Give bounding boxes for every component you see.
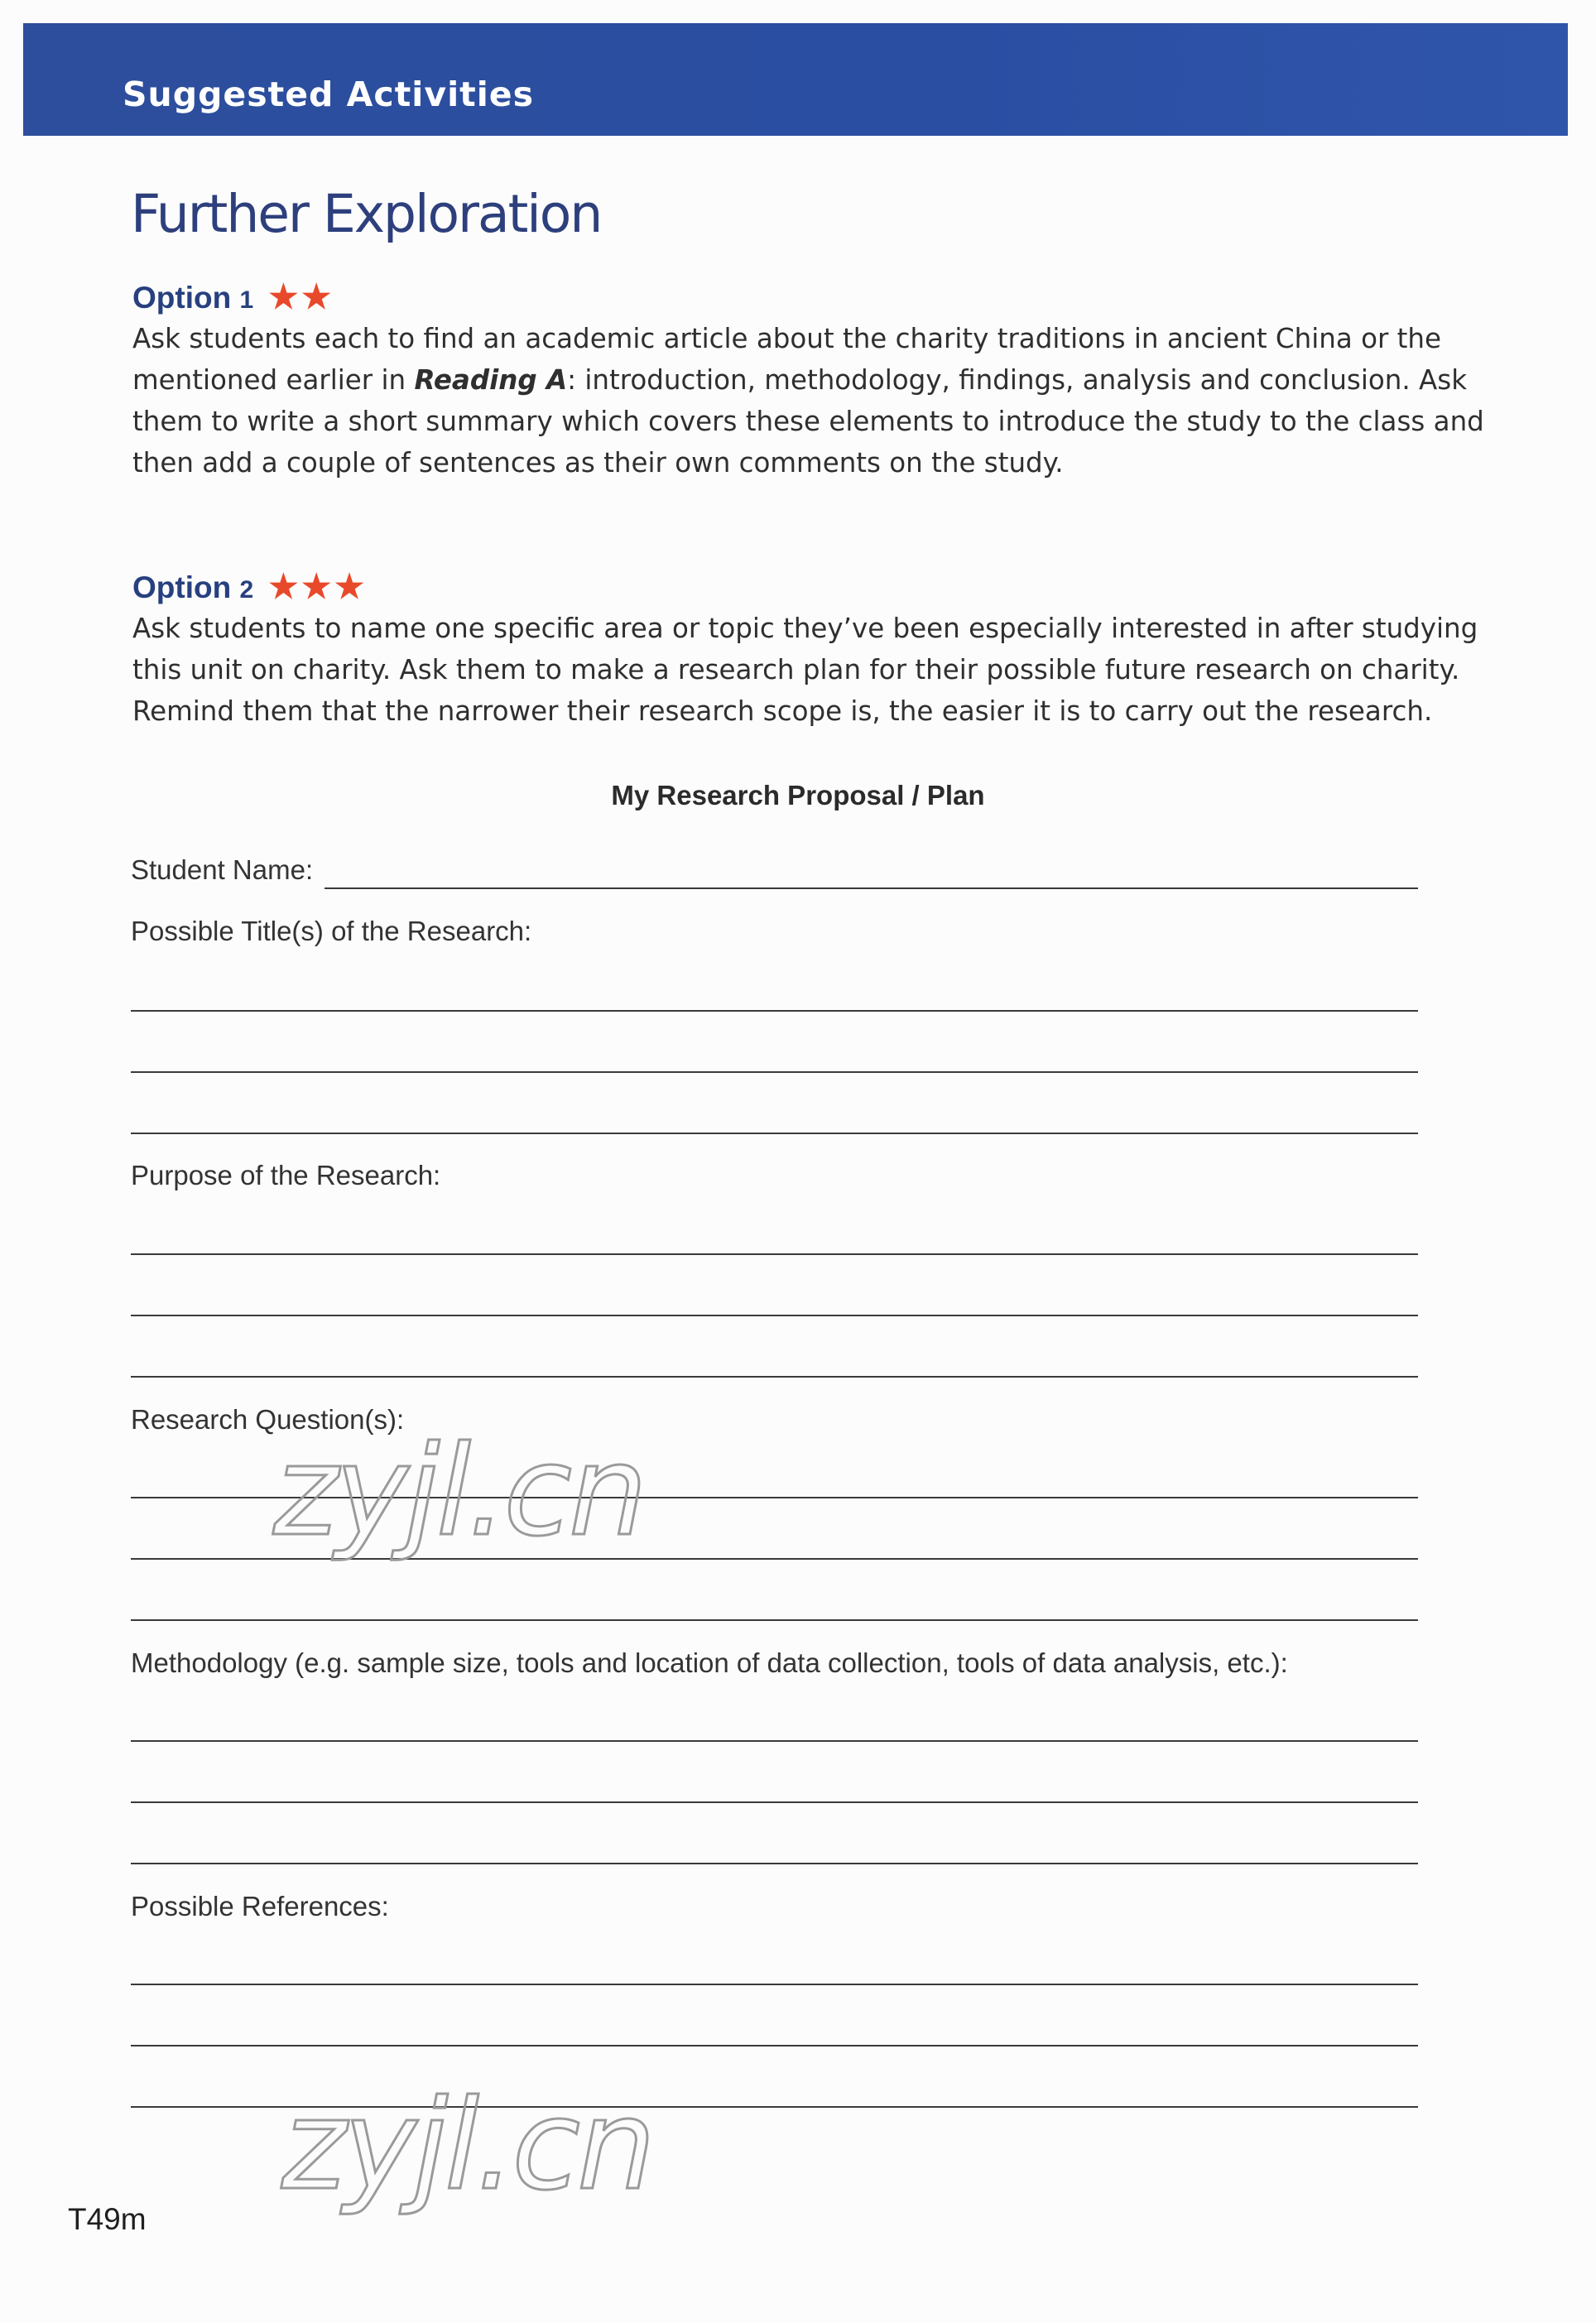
titles-line[interactable]	[131, 1010, 1418, 1012]
option-2-line: Ask students to name one specific area or topic they’ve been especially interested in after studying	[132, 613, 1478, 644]
references-line[interactable]	[131, 1984, 1418, 1985]
option-1-line: Ask students each to find an academic article about the charity traditions in ancient China or the	[132, 323, 1442, 354]
option-2-label: Option	[132, 570, 232, 604]
option-2-stars-icon: ★★★	[268, 569, 368, 605]
option-1-number: 1	[239, 286, 254, 314]
student-name-label: Student Name:	[131, 854, 314, 885]
methodology-line[interactable]	[131, 1740, 1418, 1742]
purpose-line[interactable]	[131, 1253, 1418, 1255]
purpose-line[interactable]	[131, 1315, 1418, 1316]
option-2-description	[132, 608, 1478, 732]
methodology-line[interactable]	[131, 1801, 1418, 1803]
option-1-line: them to write a short summary which covers these elements to introduce the study to the class and	[132, 406, 1484, 437]
banner-label: Suggested Activities	[123, 75, 534, 114]
option-1-line: mentioned earlier in Reading A: introduction, methodology, findings, analysis and conclusion. Ask	[132, 364, 1468, 396]
option-2-number: 2	[239, 576, 254, 604]
reading-a-reference: Reading A	[414, 364, 568, 396]
questions-label: Research Question(s):	[131, 1404, 405, 1435]
titles-label: Possible Title(s) of the Research:	[131, 916, 532, 946]
titles-line[interactable]	[131, 1071, 1418, 1073]
page-title: Further Exploration	[131, 184, 602, 244]
option-1-label: Option	[132, 281, 232, 315]
option-1-line: then add a couple of sentences as their own comments on the study.	[132, 447, 1064, 479]
watermark: zyjl.cn	[281, 2074, 653, 2218]
option-1-description	[132, 318, 1484, 483]
methodology-line[interactable]	[131, 1863, 1418, 1864]
option-1-heading	[132, 278, 334, 316]
purpose-label: Purpose of the Research:	[131, 1160, 441, 1190]
references-line[interactable]	[131, 2045, 1418, 2046]
option-2-line: this unit on charity. Ask them to make a research plan for their possible future research on charity.	[132, 654, 1460, 685]
watermark: zyjl.cn	[273, 1420, 645, 1564]
option-2-line: Remind them that the narrower their research scope is, the easier it is to carry out the research.	[132, 695, 1433, 727]
titles-line[interactable]	[131, 1133, 1418, 1134]
option-1-stars-icon: ★★	[268, 279, 335, 315]
references-label: Possible References:	[131, 1891, 389, 1921]
form-title: My Research Proposal / Plan	[611, 780, 985, 810]
purpose-line[interactable]	[131, 1376, 1418, 1378]
option-2-heading	[132, 568, 368, 606]
student-name-line[interactable]	[324, 887, 1418, 889]
methodology-label: Methodology (e.g. sample size, tools and location of data collection, tools of data analysis, etc.):	[131, 1647, 1288, 1678]
page-number: T49m	[68, 2202, 147, 2236]
questions-line[interactable]	[131, 1619, 1418, 1621]
